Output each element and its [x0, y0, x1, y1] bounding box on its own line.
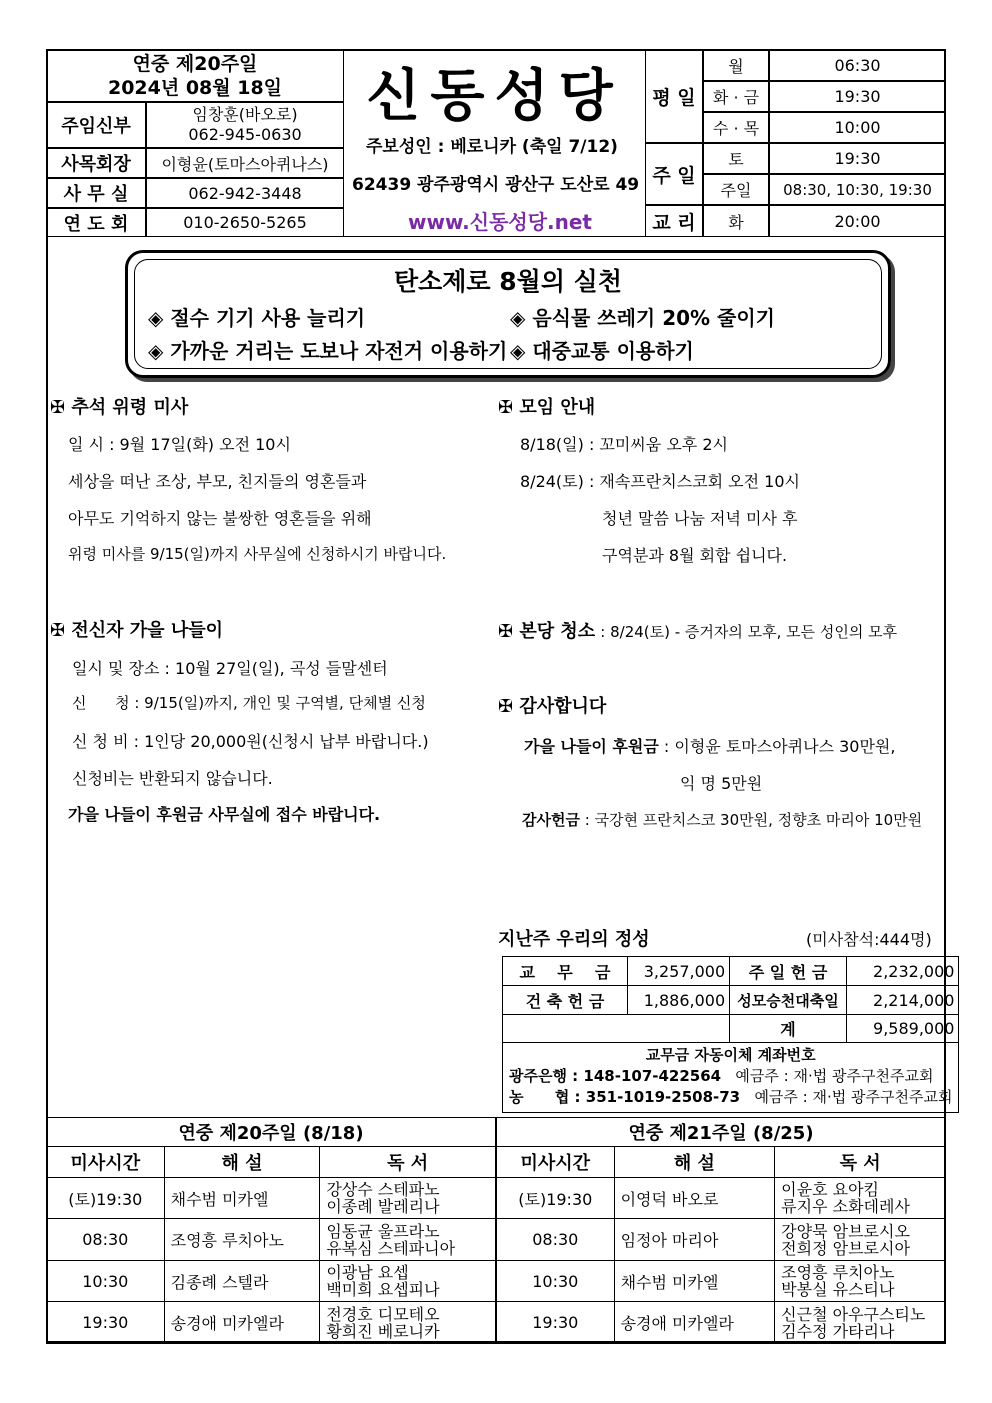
text-field: 이윤호 요아킴: [781, 1180, 879, 1199]
mass-time: [769, 174, 946, 205]
table-cell: [320, 1219, 496, 1261]
table-row: [47, 1118, 496, 1147]
table-row: [47, 1261, 496, 1302]
mass-day: [703, 143, 769, 174]
text-field: 010-2650-5265: [183, 213, 307, 232]
table-cell: [775, 1261, 946, 1302]
mass-time: [769, 81, 946, 112]
text-field: 예금주 : 재·법 광주구천주교회: [754, 1088, 953, 1106]
thanks-line: [522, 809, 922, 830]
table-row: [497, 1118, 946, 1147]
text-field: 임동균 울프라노: [326, 1221, 440, 1241]
staff-label-pastor: [46, 102, 146, 148]
mass-day: [703, 49, 769, 81]
outing-line: 신 청 : 9/15(일)까지, 개인 및 구역별, 단체별 신청: [72, 694, 426, 712]
mass-time: [769, 49, 946, 81]
outing-donation-note: 가을 나들이 후원금 사무실에 접수 바랍니다.: [68, 805, 381, 824]
text-field: 감사합니다: [519, 696, 607, 717]
text-field: 송경애 미카엘라: [164, 1302, 320, 1344]
section-thanks: ✠ 감사합니다: [498, 696, 607, 717]
mass-time: [769, 112, 946, 143]
text-field: 토: [728, 150, 744, 169]
col-header: 해 설: [614, 1147, 775, 1178]
staff-value-pastor: [146, 102, 344, 148]
text-field: 19:30: [834, 87, 881, 106]
col-header: 미사시간: [497, 1147, 615, 1178]
text-field: 광주은행 : 148-107-422564: [509, 1067, 722, 1085]
staff-value-council: [146, 148, 344, 178]
text-field: 감사헌금: [522, 811, 580, 829]
text-field: 임창훈(바오로): [192, 105, 298, 124]
table-cell: [775, 1178, 946, 1219]
text-field: 08:30, 10:30, 19:30: [783, 180, 932, 199]
text-field: 사 무 실: [63, 184, 129, 205]
col-header: 독 서: [775, 1147, 946, 1178]
text-field: 주 일: [652, 164, 696, 187]
text-field: 농 협 : 351-1019-2508-73: [509, 1088, 741, 1106]
week-label: 연중 제20주일: [132, 52, 258, 75]
section-meeting: ✠ 모임 안내: [498, 397, 596, 418]
table-cell: [320, 1302, 496, 1344]
text-field: 백미희 요셉피나: [326, 1280, 440, 1299]
schedule-week-title: 연중 제20주일 (8/18): [47, 1118, 496, 1147]
offering-total: 9,589,000: [846, 1015, 959, 1043]
text-field: 조영흥 루치아노: [164, 1219, 320, 1261]
text-field: 10:30: [47, 1261, 165, 1302]
offering-title: 지난주 우리의 정성: [498, 929, 650, 950]
text-field: 10:00: [834, 118, 881, 137]
chuseok-line: 아무도 기억하지 않는 불쌍한 영혼들을 위해: [68, 509, 372, 528]
thanks-line: [524, 734, 895, 757]
table-row: [497, 1302, 946, 1344]
text-field: (토)19:30: [497, 1178, 615, 1219]
text-field: 조영흥 루치아노: [781, 1263, 895, 1282]
offering-total-label: 계: [730, 1015, 847, 1043]
schedule-week-title: 연중 제21주일 (8/25): [497, 1118, 946, 1147]
text-field: 화: [728, 212, 744, 232]
mass-time: [769, 143, 946, 174]
text-field: 신근철 아우구스티노: [781, 1304, 926, 1324]
staff-label-office: [46, 178, 146, 208]
text-field: 19:30: [47, 1302, 165, 1344]
table-row: [497, 1147, 946, 1178]
text-field: 이종례 발레리나: [326, 1197, 440, 1216]
text-field: 채수범 미카엘: [164, 1178, 320, 1219]
meeting-line: 구역분과 8월 회합 쉽니다.: [602, 546, 788, 565]
text-field: 강상수 스테파노: [326, 1180, 440, 1199]
text-field: 김수정 가타리나: [781, 1321, 895, 1341]
table-cell: [775, 1219, 946, 1261]
text-field: 평 일: [652, 86, 696, 109]
banner-item: ◈ 음식물 쓰레기 20% 줄이기: [510, 306, 775, 330]
text-field: 추석 위령 미사: [71, 397, 189, 418]
table-row: [503, 957, 959, 986]
table-row: [47, 1178, 496, 1219]
table-cell: [320, 1178, 496, 1219]
mass-day: [703, 112, 769, 143]
schedule-week1: [46, 1117, 496, 1344]
mass-day: [703, 81, 769, 112]
account-info: [503, 1043, 959, 1113]
table-row: [503, 1043, 959, 1113]
text-field: 본당 청소: [519, 621, 596, 642]
table-row: [503, 1015, 959, 1043]
staff-label-council: [46, 148, 146, 178]
section-outing: ✠ 전신자 가을 나들이: [50, 620, 223, 641]
text-field: 김종례 스텔라: [164, 1261, 320, 1302]
text-field: 교 리: [652, 211, 696, 234]
section-chuseok: ✠ 추석 위령 미사: [50, 397, 189, 418]
text-field: 교무금 자동이체 계좌번호: [645, 1046, 816, 1064]
offering-value: 2,232,000: [846, 957, 959, 986]
text-field: 사목회장: [61, 154, 131, 175]
text-field: (토)19:30: [47, 1178, 165, 1219]
offering-key: 건 축 헌 금: [503, 986, 628, 1015]
text-field: 예금주 : 재·법 광주구천주교회: [735, 1067, 934, 1085]
attendance-count: (미사참석:444명): [806, 930, 932, 949]
text-field: 전희정 암브로시아: [781, 1238, 910, 1258]
text-field: 06:30: [834, 55, 881, 75]
table-row: [497, 1178, 946, 1219]
text-field: 전경호 디모테오: [326, 1304, 440, 1324]
col-header: 독 서: [320, 1147, 496, 1178]
text-field: 062-945-0630: [188, 125, 302, 144]
mass-day: [703, 174, 769, 205]
schedule-week2: [496, 1117, 946, 1344]
meeting-line: 8/24(토) : 재속프란치스코회 오전 10시: [520, 472, 800, 491]
offering-key: 성모승천대축일: [730, 986, 847, 1015]
staff-label-yeondo: [46, 208, 146, 237]
group-weekday: [645, 49, 703, 143]
mass-time: [769, 205, 946, 237]
text-field: 송경애 미카엘라: [614, 1302, 775, 1344]
website-link[interactable]: www.신동성당.net: [408, 210, 592, 234]
offering-table: [502, 956, 959, 1113]
text-field: 황희진 베로니카: [326, 1321, 440, 1341]
text-field: 가을 나들이 후원금: [524, 737, 659, 756]
table-row: [503, 986, 959, 1015]
mass-day: [703, 205, 769, 237]
outing-line: 일시 및 장소 : 10월 27일(일), 곡성 들말센터: [72, 659, 388, 678]
section-cleaning: ✠ 본당 청소 : 8/24(토) - 증거자의 모후, 모든 성인의 모후: [498, 621, 898, 642]
table-row: [47, 1147, 496, 1178]
text-field: 유복심 스테파니아: [326, 1238, 456, 1258]
text-field: : 이형윤 토마스아퀴나스 30만원,: [663, 737, 896, 756]
text-field: 강양묵 암브로시오: [781, 1221, 910, 1241]
thanks-line: 익 명 5만원: [680, 774, 763, 793]
text-field: 박봉실 유스티나: [781, 1280, 895, 1299]
offering-key: 교 무 금: [503, 957, 628, 986]
offering-value: 3,257,000: [628, 957, 730, 986]
text-field: : 국강현 프란치스코 30만원, 정향초 마리아 10만원: [584, 811, 923, 829]
table-row: [47, 1219, 496, 1261]
outing-line: 신 청 비 : 1인당 20,000원(신청시 납부 바랍니다.): [72, 732, 429, 751]
text-field: 전신자 가을 나들이: [71, 620, 223, 641]
text-field: 062-942-3448: [188, 183, 302, 203]
table-row: [497, 1261, 946, 1302]
table-cell: [775, 1302, 946, 1344]
banner-item: ◈ 절수 기기 사용 늘리기: [148, 306, 366, 330]
church-title: 신동성당: [366, 64, 623, 129]
text-field: 연 도 회: [63, 213, 129, 235]
text-field: 20:00: [834, 211, 881, 231]
text-field: 류지우 소화데레사: [781, 1197, 910, 1216]
offering-key: 주 일 헌 금: [730, 957, 847, 986]
text-field: 화 · 금: [712, 88, 760, 107]
text-field: 채수범 미카엘: [614, 1261, 775, 1302]
banner-title: 탄소제로 8월의 실천: [393, 267, 622, 296]
date-label: 2024년 08월 18일: [107, 76, 283, 99]
text-field: 19:30: [834, 149, 881, 168]
offering-value: 1,886,000: [628, 986, 730, 1015]
text-field: 19:30: [497, 1302, 615, 1344]
text-field: 수 · 목: [712, 119, 760, 138]
group-catechism: [645, 205, 703, 237]
banner-item: ◈ 가까운 거리는 도보나 자전거 이용하기: [148, 339, 508, 363]
table-cell: [503, 1015, 730, 1043]
text-field: 주임신부: [61, 116, 131, 137]
chuseok-line: 세상을 떠난 조상, 부모, 친지들의 영혼들과: [68, 472, 367, 491]
text-field: 이광남 요셉: [326, 1263, 409, 1282]
week-date-box: [46, 49, 344, 102]
text-field: 이형윤(토마스아퀴나스): [161, 154, 329, 174]
offering-value: 2,214,000: [846, 986, 959, 1015]
text-field: 이영덕 바오로: [614, 1178, 775, 1219]
text-field: 10:30: [497, 1261, 615, 1302]
col-header: 미사시간: [47, 1147, 165, 1178]
chuseok-line: 위령 미사를 9/15(일)까지 사무실에 신청하시기 바랍니다.: [68, 545, 447, 563]
outing-line: 신청비는 반환되지 않습니다.: [72, 769, 273, 788]
text-field: : 8/24(토) - 증거자의 모후, 모든 성인의 모후: [600, 623, 898, 641]
text-field: 08:30: [47, 1219, 165, 1261]
meeting-line: 8/18(일) : 꼬미씨움 오후 2시: [520, 435, 728, 454]
table-row: [47, 1302, 496, 1344]
banner-item: ◈ 대중교통 이용하기: [510, 339, 694, 363]
staff-value-yeondo: [146, 208, 344, 237]
text-field: 08:30: [497, 1219, 615, 1261]
text-field: 임정아 마리아: [614, 1219, 775, 1261]
text-field: 모임 안내: [519, 397, 596, 418]
patron-saint: 주보성인 : 베로니카 (축일 7/12): [366, 137, 618, 157]
table-cell: [320, 1261, 496, 1302]
meeting-line: 청년 말씀 나눔 저녁 미사 후: [602, 509, 798, 528]
chuseok-line: 일 시 : 9월 17일(화) 오전 10시: [68, 435, 291, 454]
text-field: 주일: [720, 181, 752, 200]
staff-value-office: [146, 178, 344, 208]
table-row: [497, 1219, 946, 1261]
text-field: 월: [728, 56, 744, 76]
col-header: 해 설: [164, 1147, 320, 1178]
address: 62439 광주광역시 광산구 도산로 49: [352, 175, 640, 195]
group-sunday: [645, 143, 703, 205]
